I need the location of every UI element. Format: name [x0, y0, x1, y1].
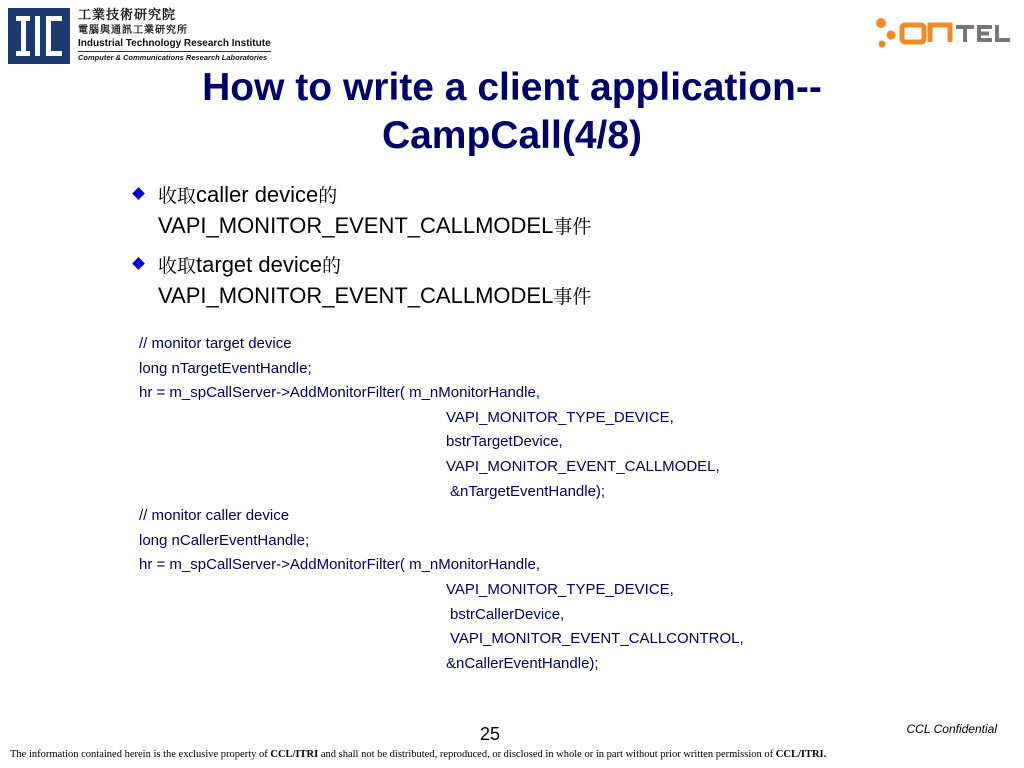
itri-wordmark: [78, 8, 271, 63]
slide-title: [100, 64, 924, 160]
itri-lab-en: Computer & Communications Research Laboratories: [78, 53, 268, 62]
page-number: 25: [479, 724, 501, 744]
footer-notice: The information contained herein is the exclusive property of CCL/ITRI and shall not be distributed, reproduced, or disclosed in whole or in part without prior written permission of CCL/ITRI.: [10, 749, 827, 760]
code-line: long nTargetEventHandle;: [139, 359, 312, 377]
code-line: VAPI_MONITOR_EVENT_CALLCONTROL,: [450, 630, 744, 648]
confidential-label: CCL Confidential: [906, 722, 997, 736]
diamond-bullet-icon: [132, 257, 145, 270]
itri-logo: [8, 8, 70, 64]
code-line: VAPI_MONITOR_EVENT_CALLMODEL,: [446, 457, 720, 475]
code-line: &nCallerEventHandle);: [446, 654, 599, 672]
code-comment: // monitor caller device: [139, 507, 290, 525]
ontel-logo: [874, 16, 1014, 50]
code-line: hr = m_spCallServer->AddMonitorFilter( m_nMonitorHandle,: [139, 556, 540, 574]
code-line: hr = m_spCallServer->AddMonitorFilter( m_nMonitorHandle,: [139, 384, 540, 402]
bullet-item: [128, 250, 888, 312]
itri-name-zh: 工業技術研究院: [78, 8, 177, 23]
bullet-line-1: 收取caller device的: [158, 182, 338, 207]
code-block: [139, 332, 899, 676]
code-line: bstrCallerDevice,: [450, 605, 565, 623]
title-line-1: How to write a client application--: [202, 66, 822, 109]
code-comment: // monitor target device: [139, 335, 292, 352]
itri-name-en: Industrial Technology Research Institute: [78, 38, 271, 52]
bullet-line-2: VAPI_MONITOR_EVENT_CALLMODEL事件: [158, 213, 592, 238]
bullet-item: [128, 180, 888, 242]
code-line: long nCallerEventHandle;: [139, 531, 310, 549]
code-line: bstrTargetDevice,: [446, 433, 563, 451]
code-line: VAPI_MONITOR_TYPE_DEVICE,: [446, 408, 674, 426]
diamond-bullet-icon: [132, 187, 145, 200]
code-line: &nTargetEventHandle);: [450, 482, 606, 500]
title-line-2: CampCall(4/8): [381, 114, 643, 157]
bullet-line-2: VAPI_MONITOR_EVENT_CALLMODEL事件: [158, 283, 592, 308]
bullet-line-1: 收取target device的: [158, 252, 341, 277]
bullet-list: [128, 180, 888, 320]
itri-lab-zh: 電腦與通訊工業研究所: [78, 25, 188, 36]
code-line: VAPI_MONITOR_TYPE_DEVICE,: [446, 580, 674, 598]
